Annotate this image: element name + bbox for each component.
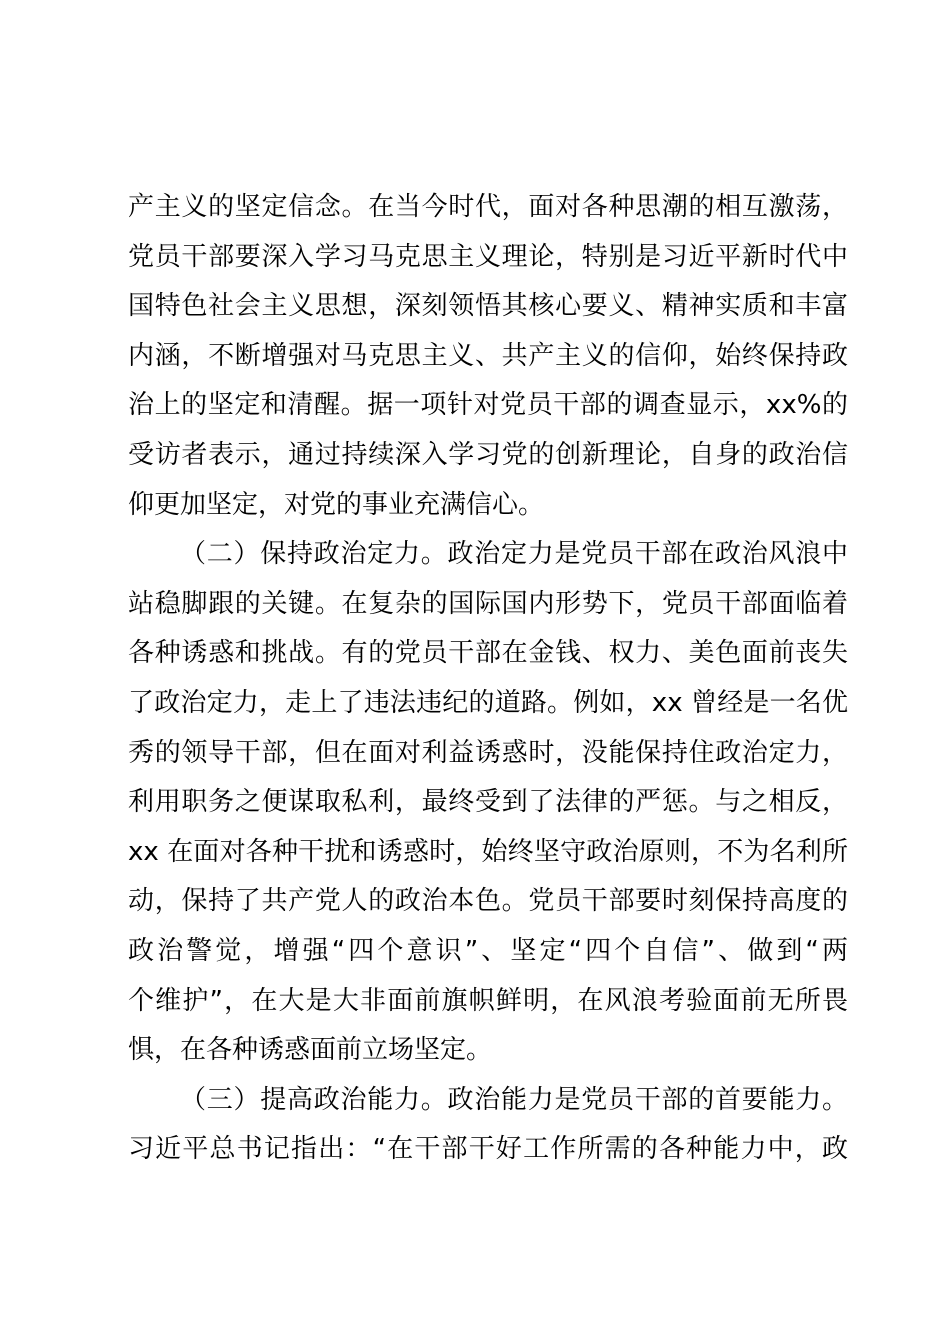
text-line: 政治警觉，增强“四个意识”、坚定“四个自信”、做到“两	[128, 935, 848, 966]
text-line: 习近平总书记指出：“在干部干好工作所需的各种能力中，政	[128, 1134, 848, 1165]
text-line: 内涵，不断增强对马克思主义、共产主义的信仰，始终保持政	[128, 340, 848, 371]
text-line: 治上的坚定和清醒。据一项针对党员干部的调查显示，xx%的	[128, 390, 848, 421]
text-line: 动，保持了共产党人的政治本色。党员干部要时刻保持高度的	[128, 886, 848, 917]
text-line: 个维护”，在大是大非面前旗帜鲜明，在风浪考验面前无所畏	[128, 985, 848, 1016]
text-line: 国特色社会主义思想，深刻领悟其核心要义、精神实质和丰富	[128, 291, 848, 322]
text-line: 仰更加坚定，对党的事业充满信心。	[128, 489, 545, 520]
text-line: 惧，在各种诱惑面前立场坚定。	[128, 1035, 493, 1066]
text-line: （三）提高政治能力。政治能力是党员干部的首要能力。	[180, 1084, 848, 1115]
text-line: 产主义的坚定信念。在当今时代，面对各种思潮的相互激荡，	[128, 192, 848, 222]
text-line: 党员干部要深入学习马克思主义理论，特别是习近平新时代中	[128, 241, 848, 272]
text-line: 了政治定力，走上了违法违纪的道路。例如，xx 曾经是一名优	[128, 687, 848, 718]
text-line: （二）保持政治定力。政治定力是党员干部在政治风浪中	[180, 539, 848, 570]
text-line: 利用职务之便谋取私利，最终受到了法律的严惩。与之相反，	[128, 787, 848, 818]
body-text	[128, 183, 848, 1175]
text-line: xx 在面对各种干扰和诱惑时，始终坚守政治原则，不为名利所	[128, 836, 848, 867]
text-line: 秀的领导干部，但在面对利益诱惑时，没能保持住政治定力，	[128, 737, 848, 768]
text-line: 各种诱惑和挑战。有的党员干部在金钱、权力、美色面前丧失	[128, 638, 848, 669]
text-line: 站稳脚跟的关键。在复杂的国际国内形势下，党员干部面临着	[128, 588, 848, 619]
text-line: 受访者表示，通过持续深入学习党的创新理论，自身的政治信	[128, 439, 848, 470]
